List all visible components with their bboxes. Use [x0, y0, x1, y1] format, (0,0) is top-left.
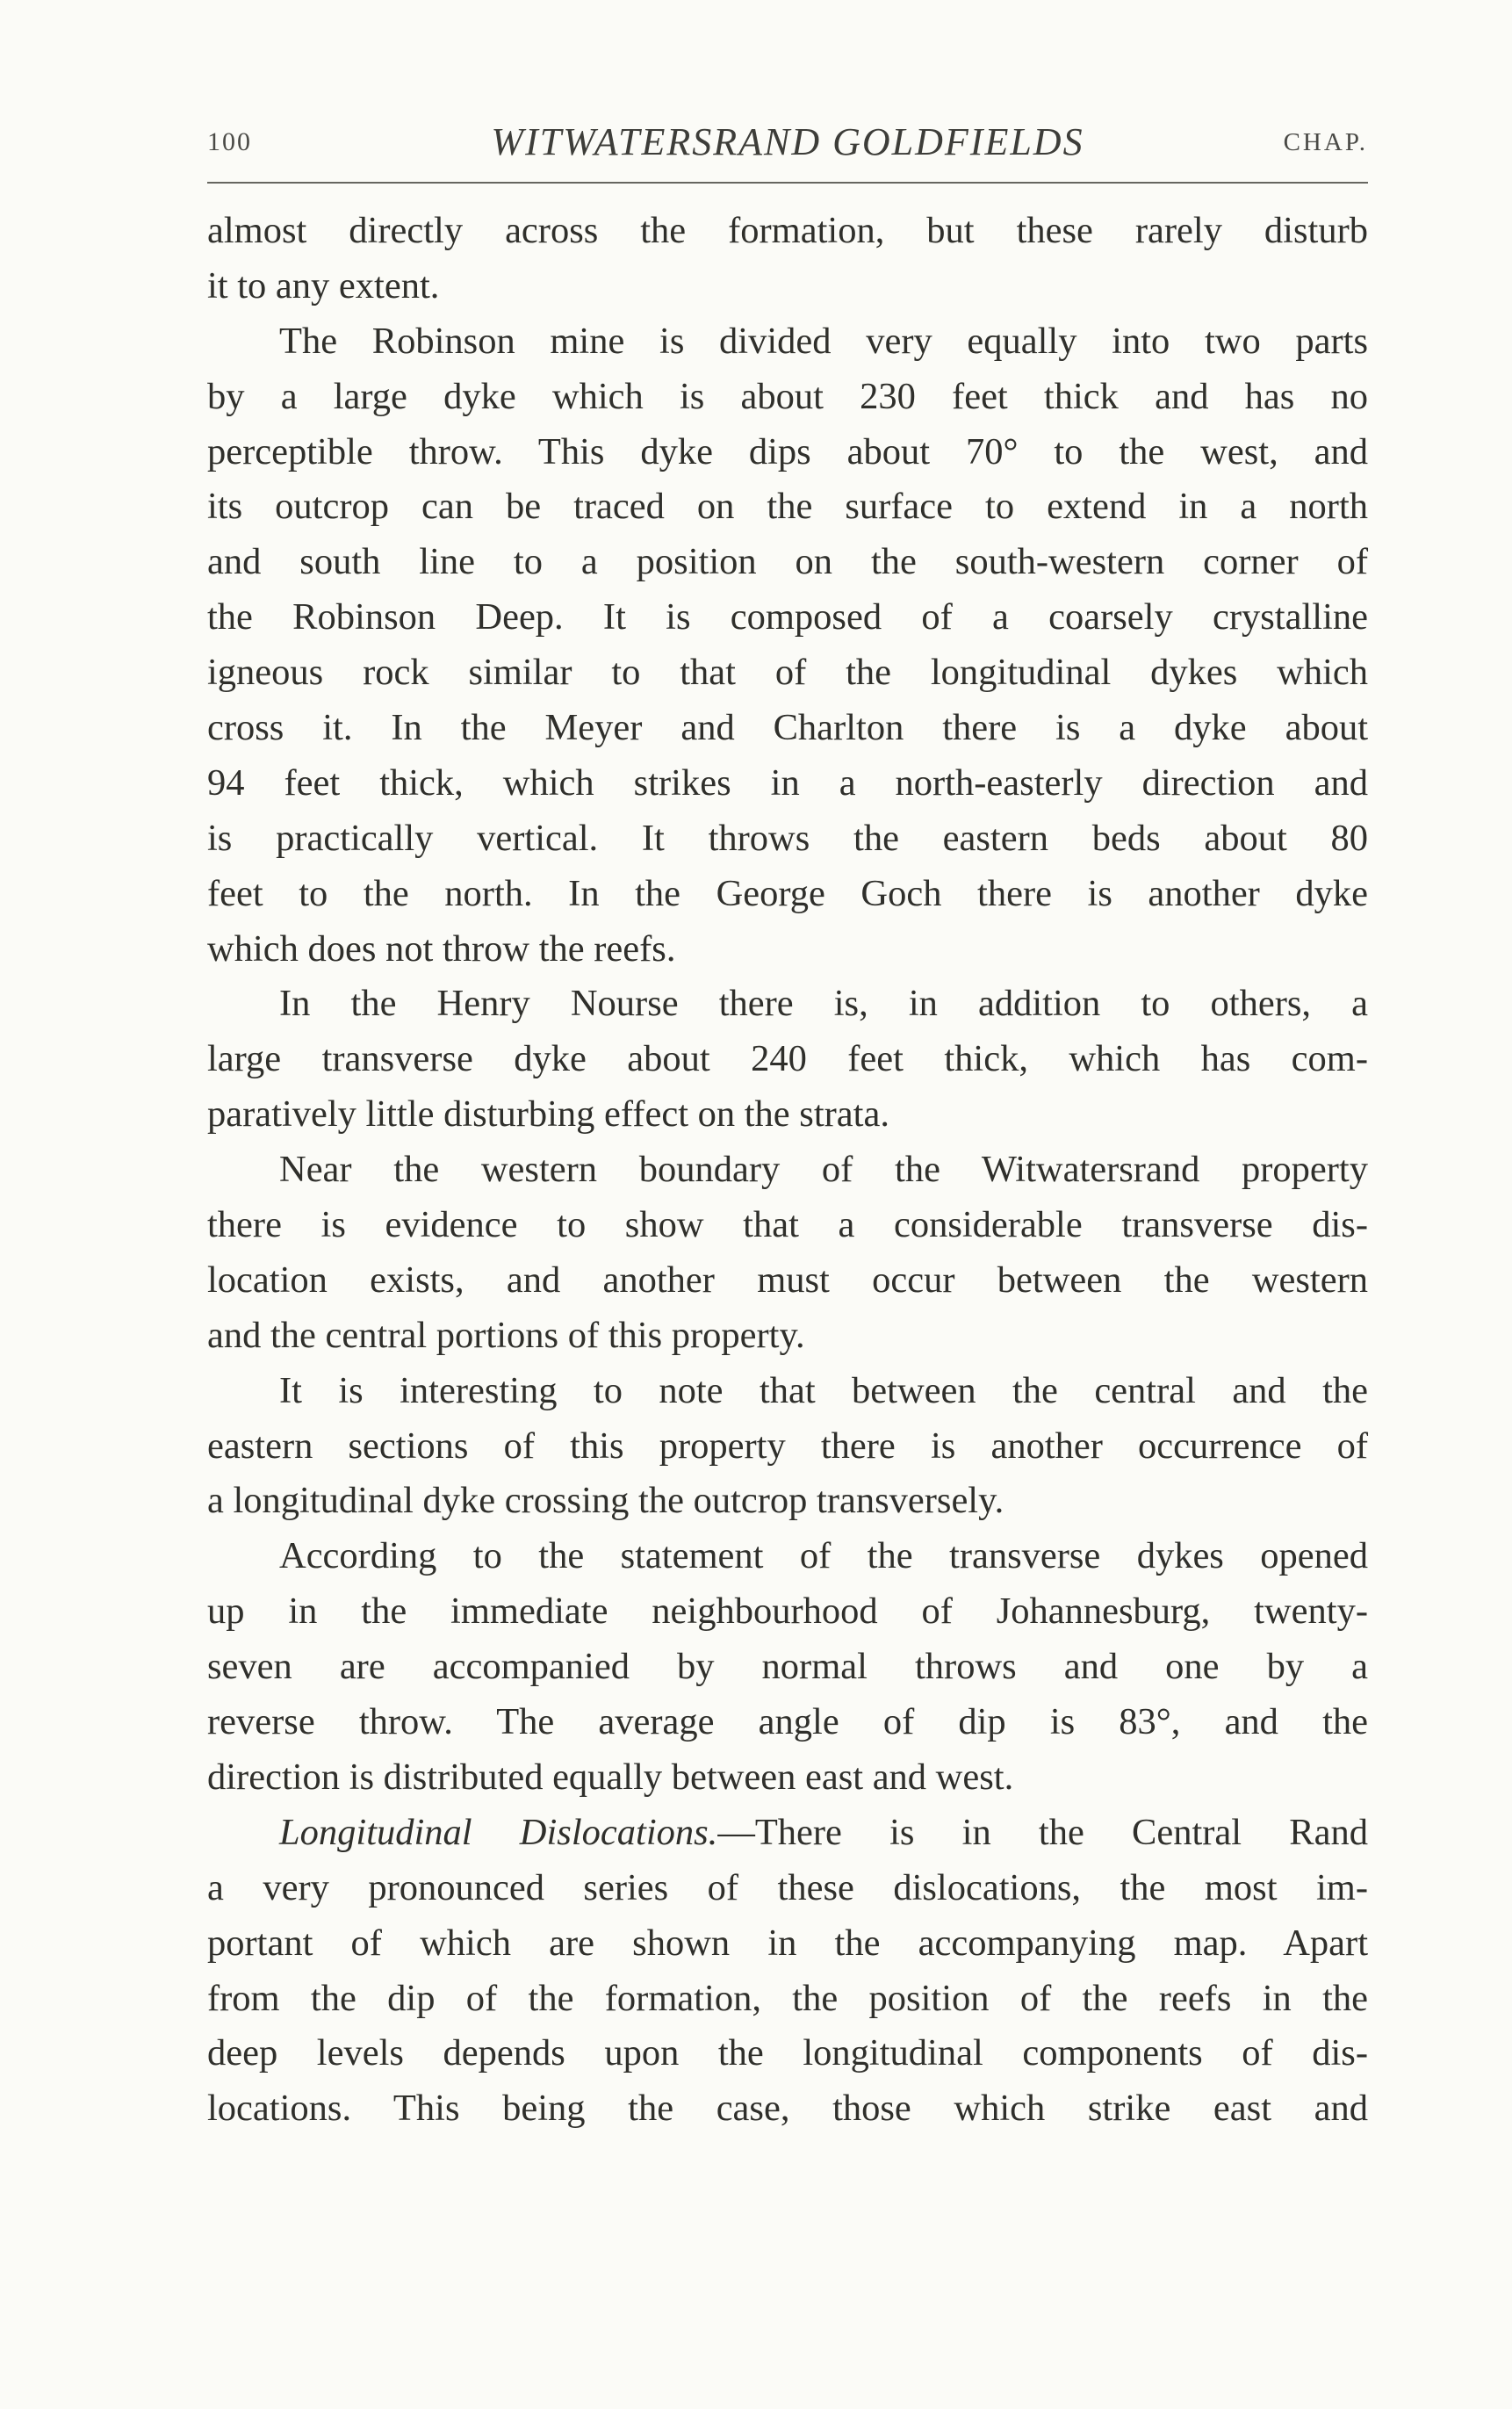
text-line: feet to the north. In the George Goch there is another dyke: [207, 872, 1368, 914]
text-line: direction is distributed equally between east and west.: [207, 1756, 1014, 1798]
text-line: According to the statement of the transverse dykes opened: [279, 1535, 1368, 1577]
paragraph: [207, 977, 1368, 1143]
text-line: eastern sections of this property there is another occurrence of: [207, 1424, 1368, 1467]
text-line: deep levels depends upon the longitudinal components of dis-: [207, 2032, 1368, 2074]
running-title: WITWATERSRAND GOLDFIELDS: [491, 120, 1084, 163]
text-line: it to any extent.: [207, 264, 440, 307]
paragraph: [207, 1529, 1368, 1805]
paragraph: [207, 1143, 1368, 1364]
text-line: a very pronounced series of these dislocations, the most im-: [207, 1866, 1368, 1908]
text-line: 94 feet thick, which strikes in a north-easterly direction and: [207, 761, 1368, 804]
text-line: and the central portions of this property.: [207, 1314, 805, 1356]
text-line: perceptible throw. This dyke dips about 70° to the west, and: [207, 430, 1368, 472]
page-number: 100: [207, 127, 252, 156]
header-rule: [207, 182, 1368, 184]
text-line: which does not throw the reefs.: [207, 927, 676, 970]
paragraph: [207, 1806, 1368, 2137]
page-header: [207, 114, 1368, 176]
text-line: The Robinson mine is divided very equally into two parts: [279, 320, 1368, 362]
text-line: and south line to a position on the south-western corner of: [207, 541, 1368, 583]
paragraph: [207, 1364, 1368, 1530]
text-line: large transverse dyke about 240 feet thick, which has com-: [207, 1038, 1368, 1080]
text-line: is practically vertical. It throws the eastern beds about 80: [207, 817, 1368, 859]
text-line: there is evidence to show that a considerable transverse dis-: [207, 1204, 1368, 1246]
text-line: paratively little disturbing effect on the strata.: [207, 1093, 889, 1136]
text-line: almost directly across the formation, but these rarely disturb: [207, 210, 1368, 251]
heading-lead-text: —There is in the Central Rand: [717, 1811, 1368, 1853]
text-line: by a large dyke which is about 230 feet thick and has no: [207, 375, 1368, 417]
text-line: [207, 1806, 1368, 1861]
text-line: Near the western boundary of the Witwatersrand property: [279, 1149, 1368, 1191]
paragraph: [207, 204, 1368, 314]
text-line: locations. This being the case, those which strike east and: [207, 2088, 1368, 2130]
text-line: reverse throw. The average angle of dip is 83°, and the: [207, 1701, 1368, 1743]
text-line: up in the immediate neighbourhood of Johannesburg, twenty-: [207, 1590, 1368, 1633]
chapter-label: CHAP.: [1283, 128, 1368, 156]
text-line: In the Henry Nourse there is, in addition to others, a: [279, 983, 1368, 1025]
text-line: cross it. In the Meyer and Charlton there is a dyke about: [207, 707, 1368, 749]
text-line: portant of which are shown in the accompanying map. Apart: [207, 1922, 1368, 1964]
paragraph: [207, 314, 1368, 977]
text-line: from the dip of the formation, the position of the reefs in the: [207, 1977, 1368, 2019]
section-heading: Longitudinal Dislocations.: [279, 1811, 718, 1853]
text-line: seven are accompanied by normal throws and one by a: [207, 1646, 1368, 1688]
text-line: its outcrop can be traced on the surface to extend in a north: [207, 486, 1368, 528]
text-line: igneous rock similar to that of the longitudinal dykes which: [207, 652, 1368, 694]
text-line: a longitudinal dyke crossing the outcrop transversely.: [207, 1480, 1004, 1522]
body-text: [207, 204, 1368, 2137]
text-line: the Robinson Deep. It is composed of a coarsely crystalline: [207, 596, 1368, 638]
text-line: It is interesting to note that between the central and the: [279, 1369, 1368, 1411]
text-line: location exists, and another must occur between the western: [207, 1259, 1368, 1301]
